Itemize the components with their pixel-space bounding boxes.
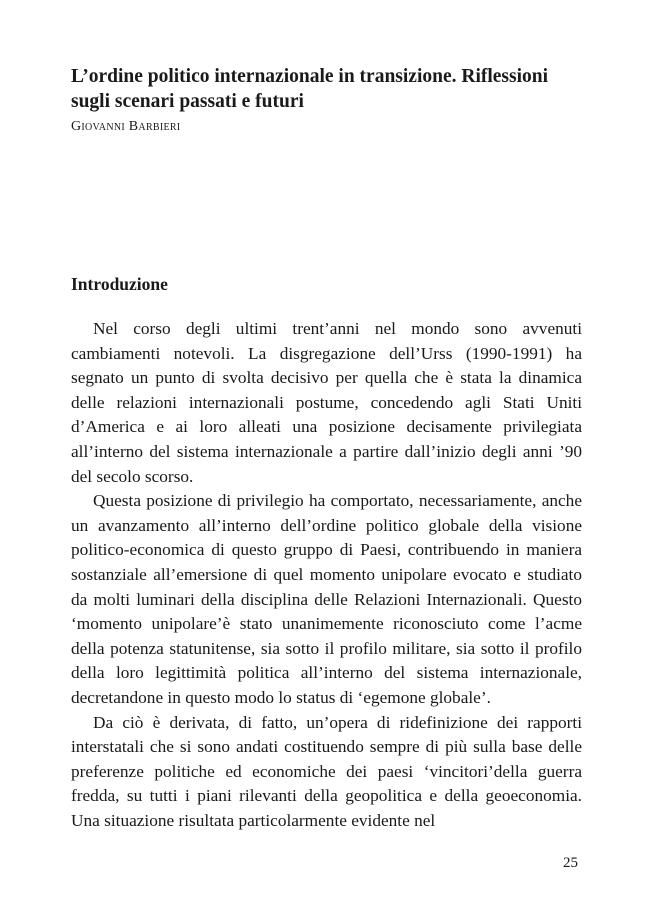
body-text	[71, 317, 582, 833]
author-name: Giovanni Barbieri	[71, 119, 181, 134]
paragraph: Questa posizione di privilegio ha comportato, necessariamente, anche un avanzamento all’interno dell’ordine politico globale della visione politico-economica di questo gruppo di Paesi, contribuendo in maniera sostanziale all’emersione di quel momento unipolare evocato e studiato da molti luminari della disciplina delle Relazioni Internazionali. Questo ‘momento unipolare’è stato unanimemente riconosciuto come l’acme della potenza statunitense, sia sotto il profilo militare, sia sotto il profilo della loro legittimità politica all’interno del sistema internazionale, decretandone in questo modo lo status di ‘egemone globale’.	[71, 491, 582, 707]
section-heading: Introduzione	[71, 274, 168, 294]
article-title: L’ordine politico internazionale in transizione. Riflessioni sugli scenari passati e futuri	[71, 66, 549, 112]
paragraph: Nel corso degli ultimi trent’anni nel mondo sono avvenuti cambiamenti notevoli. La disgregazione dell’Urss (1990-1991) ha segnato un punto di svolta decisivo per quella che è stata la dinamica delle relazioni internazionali postume, concedendo agli Stati Uniti d’America e ai loro alleati una posizione decisamente privilegiata all’interno del sistema internazionale a partire dall’inizio degli anni ’90 del secolo scorso.	[71, 319, 582, 486]
paragraph: Da ciò è derivata, di fatto, un’opera di ridefinizione dei rapporti interstatali che si sono andati costituendo sempre di più sulla base delle preferenze politiche ed economiche dei paesi ‘vincitori’della guerra fredda, su tutti i piani rilevanti della geopolitica e della geoeconomia. Una situazione risultata particolarmente evidente nel	[71, 712, 582, 830]
page-number: 25	[563, 855, 578, 871]
